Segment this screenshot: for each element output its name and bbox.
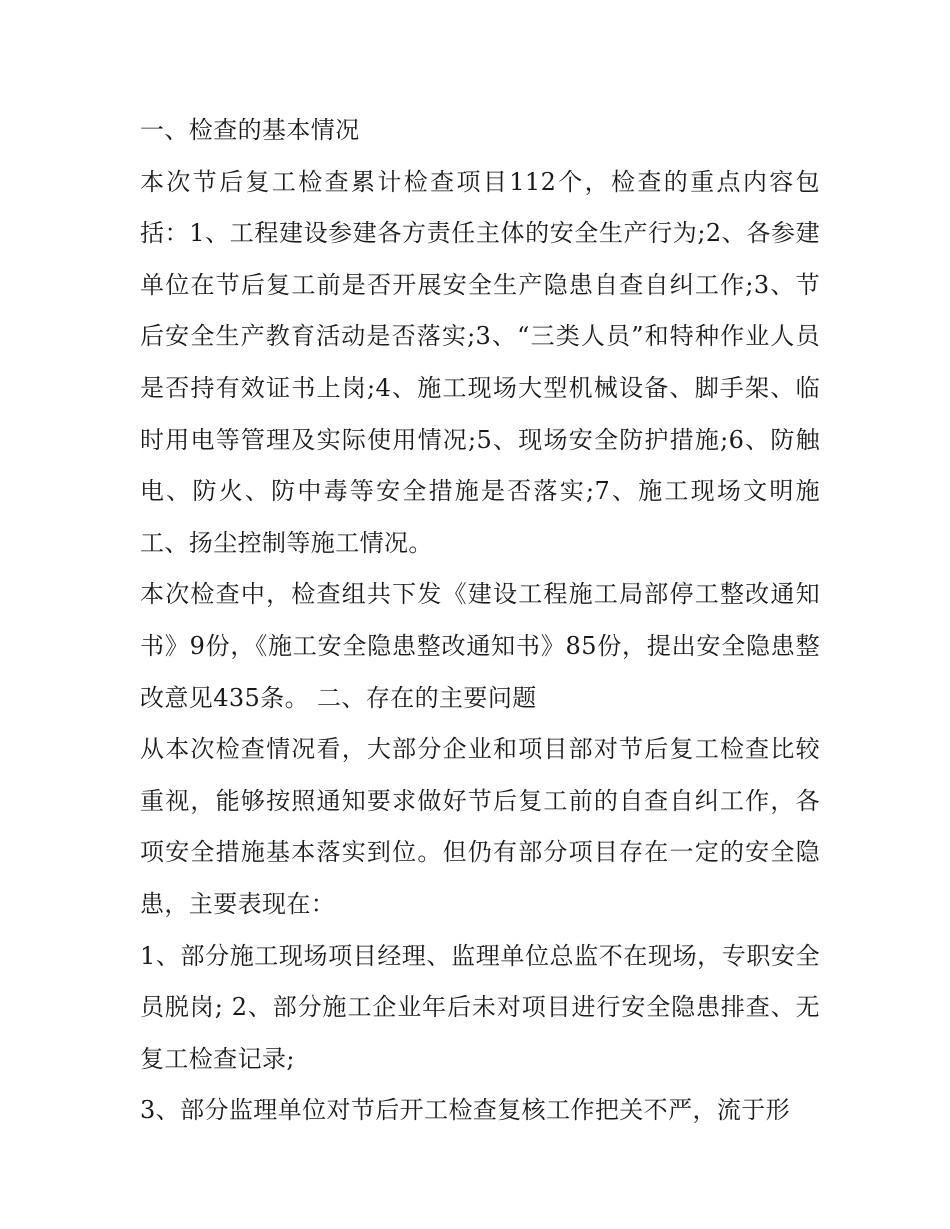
section-heading-basic-situation: 一、检查的基本情况 — [140, 116, 360, 144]
paragraph-inspection-scope: 本次节后复工检查累计检查项目112个，检查的重点内容包括：1、工程建设参建各方责任主体的安全生产行为;2、各参建单位在节后复工前是否开展安全生产隐患自查自纠工作;3、节后安全生产教育活动是否落实;3、“三类人员”和特种作业人员是否持有效证书上岗;4、施工现场大型机械设备、脚手架、临时用电等管理及实际使用情况;5、现场安全防护措施;6、防触电、防火、防中毒等安全措施是否落实;7、施工现场文明施工、扬尘控制等施工情况。 — [140, 167, 820, 557]
paragraph-overall-assessment: 从本次检查情况看，大部分企业和项目部对节后复工检查比较重视，能够按照通知要求做好节后复工前的自查自纠工作，各项安全措施基本落实到位。但仍有部分项目存在一定的安全隐患，主要表现在： — [140, 735, 820, 918]
paragraph-inspection-results: 本次检查中，检查组共下发《建设工程施工局部停工整改通知书》9份，《施工安全隐患整改通知书》85份，提出安全隐患整改意见435条。 二、存在的主要问题 — [140, 580, 820, 712]
document-body — [140, 105, 820, 1137]
paragraph-issues-1-2: 1、部分施工现场项目经理、监理单位总监不在现场，专职安全员脱岗; 2、部分施工企业年后未对项目进行安全隐患排查、无复工检查记录; — [140, 941, 820, 1073]
paragraph-issue-3: 3、部分监理单位对节后开工检查复核工作把关不严，流于形 — [140, 1096, 791, 1125]
